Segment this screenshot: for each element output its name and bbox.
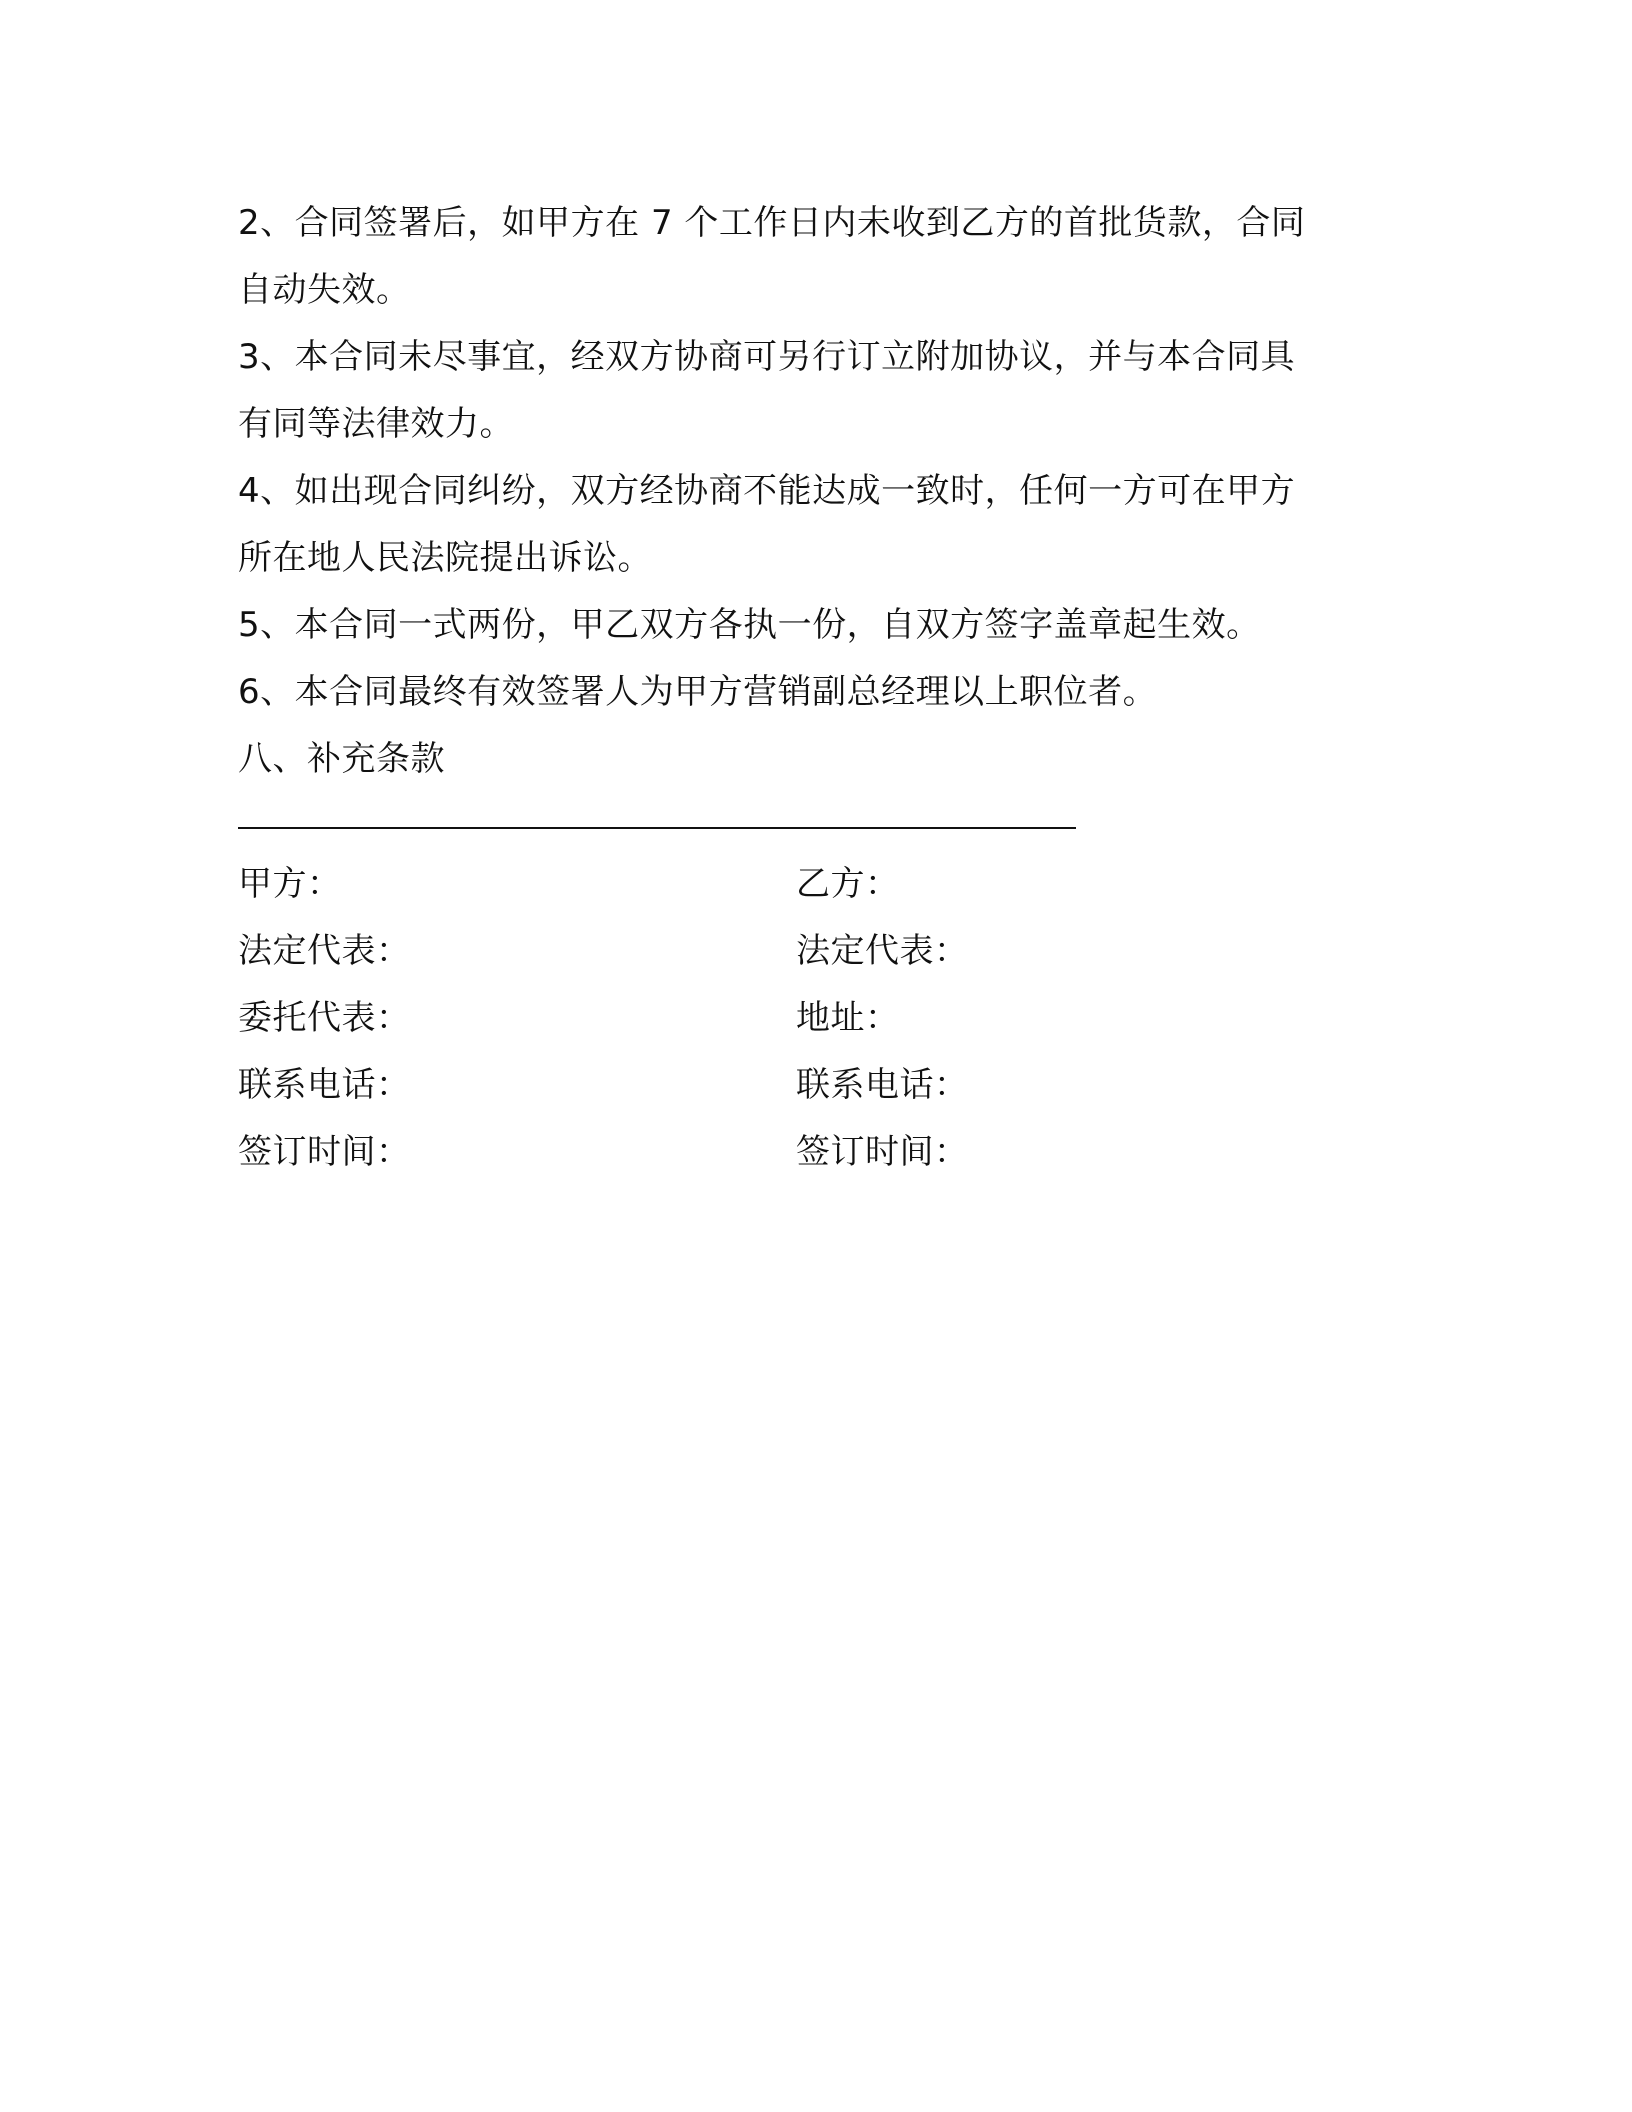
clause-5: 5、本合同一式两份，甲乙双方各执一份，自双方签字盖章起生效。	[238, 605, 1261, 645]
signature-row-rep-address	[238, 981, 1388, 1048]
party-a-phone-label: 联系电话：	[238, 1065, 411, 1105]
section-heading-supplementary: 八、补充条款	[238, 739, 445, 779]
clause-2-line-2: 自动失效。	[238, 270, 411, 310]
signature-row-date	[238, 1115, 1388, 1182]
party-b-sign-date-label: 签订时间：	[796, 1132, 969, 1172]
clause-2-line-1: 2、合同签署后，如甲方在 7 个工作日内未收到乙方的首批货款，合同	[238, 203, 1306, 243]
signature-block	[238, 847, 1388, 1182]
party-b-address-label: 地址：	[796, 998, 900, 1038]
party-b-phone-label: 联系电话：	[796, 1065, 969, 1105]
party-a-sign-date-label: 签订时间：	[238, 1132, 411, 1172]
party-a-legal-rep-label: 法定代表：	[238, 931, 411, 971]
party-a-entrusted-rep-label: 委托代表：	[238, 998, 411, 1038]
clause-4-line-2: 所在地人民法院提出诉讼。	[238, 538, 652, 578]
signature-row-party	[238, 847, 1388, 914]
clause-4-line-1: 4、如出现合同纠纷，双方经协商不能达成一致时，任何一方可在甲方	[238, 471, 1296, 511]
clause-3-line-2: 有同等法律效力。	[238, 404, 514, 444]
signature-row-phone	[238, 1048, 1388, 1115]
clause-6: 6、本合同最终有效签署人为甲方营销副总经理以上职位者。	[238, 672, 1158, 712]
document-body	[238, 190, 1388, 1182]
party-b-legal-rep-label: 法定代表：	[796, 931, 969, 971]
party-b-label: 乙方：	[796, 864, 900, 904]
blank-fill-line	[238, 827, 1076, 829]
signature-row-legal-rep	[238, 914, 1388, 981]
party-a-label: 甲方：	[238, 864, 342, 904]
clause-3-line-1: 3、本合同未尽事宜，经双方协商可另行订立附加协议，并与本合同具	[238, 337, 1296, 377]
